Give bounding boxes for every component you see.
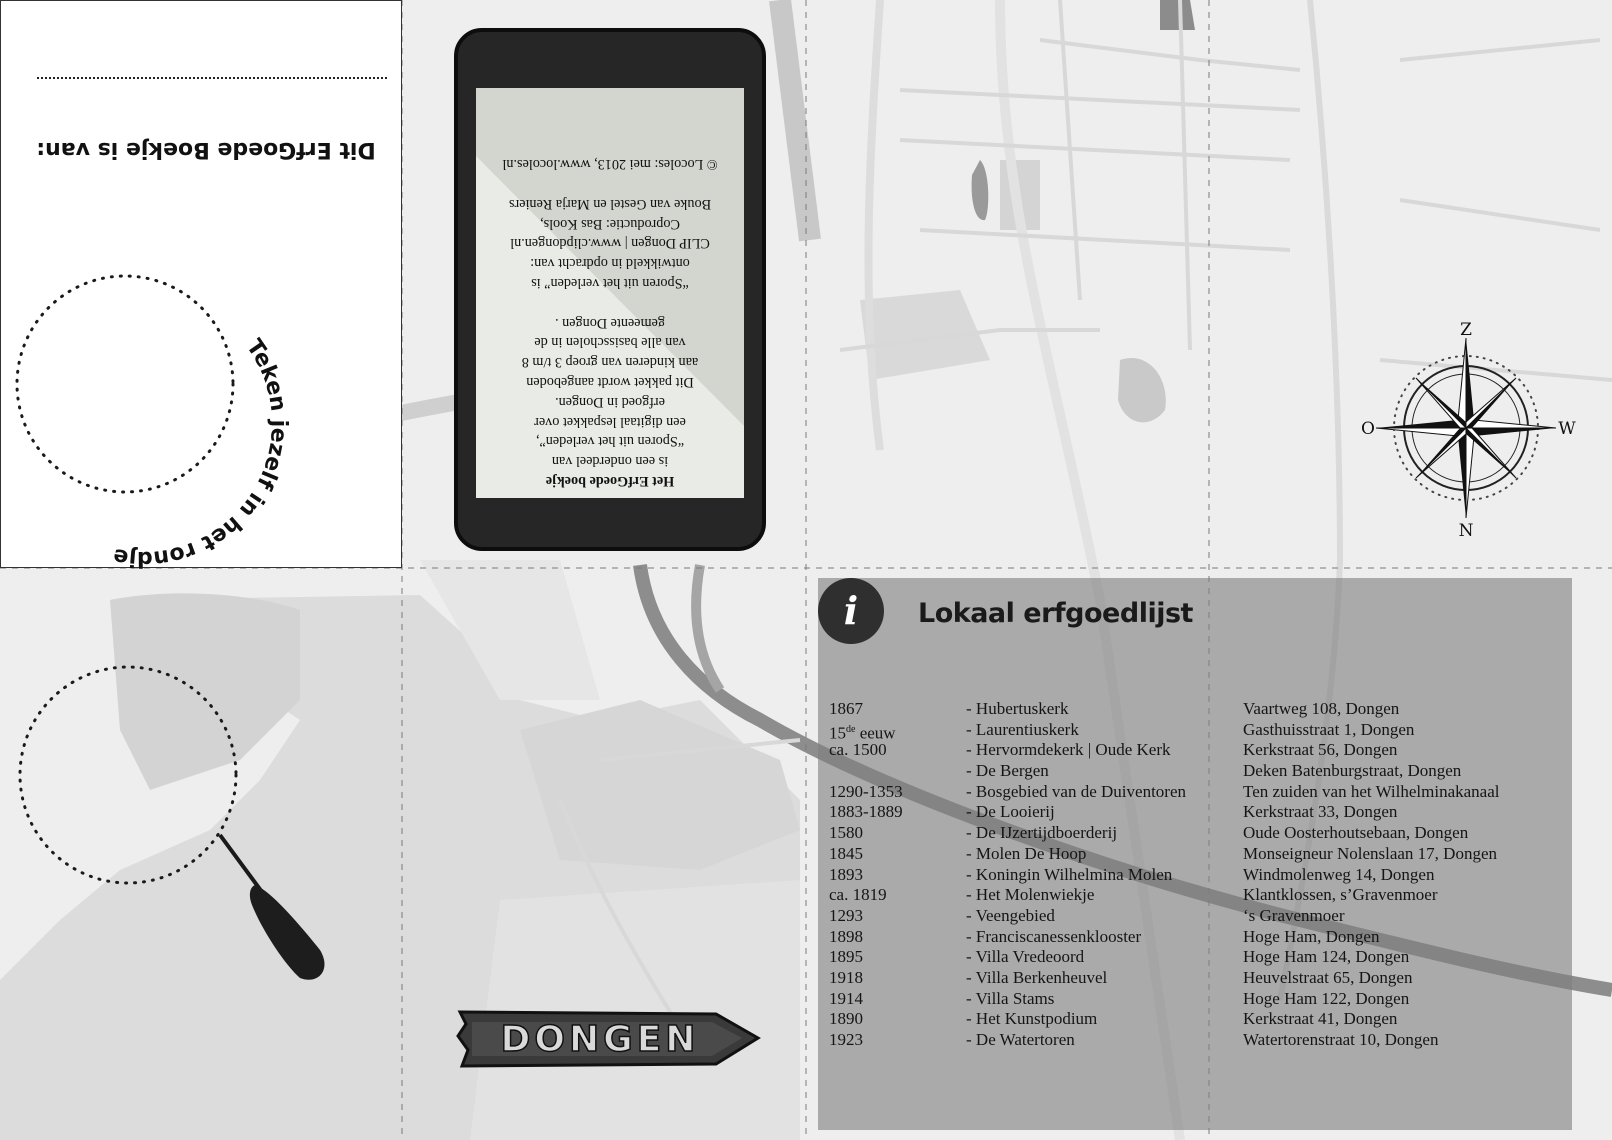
- heritage-name: - Molen De Hoop: [966, 843, 1087, 863]
- heritage-name: - Veengebied: [966, 905, 1055, 925]
- info-icon: i: [818, 578, 884, 644]
- heritage-item: [829, 844, 1569, 865]
- heritage-item: [829, 782, 1569, 803]
- heritage-address: Deken Batenburgstraat, Dongen: [1243, 761, 1462, 781]
- heritage-address: Gasthuisstraat 1, Dongen: [1243, 719, 1415, 739]
- magnifying-glass-icon: [0, 640, 340, 990]
- heritage-year: 1580: [829, 823, 863, 843]
- heritage-name: - Bosgebied van de Duiventoren: [966, 781, 1186, 801]
- heritage-address: Kerkstraat 41, Dongen: [1243, 1009, 1398, 1029]
- heritage-item: [829, 802, 1569, 823]
- phone-heading: Het ErfGoede boekje: [545, 473, 675, 489]
- heritage-year: 1293: [829, 905, 863, 925]
- heritage-name: - De Watertoren: [966, 1030, 1075, 1049]
- heritage-year: 1923: [829, 1030, 863, 1049]
- owner-name-line: [37, 77, 387, 79]
- heritage-address: Hoge Ham 122, Dongen: [1243, 988, 1410, 1008]
- sign-text: DONGEN: [500, 1019, 700, 1060]
- heritage-year: ca. 1500: [829, 740, 887, 760]
- heritage-item: [829, 885, 1569, 906]
- heritage-name: - Villa Berkenheuvel: [966, 967, 1108, 987]
- cover-panel: [0, 0, 402, 568]
- heritage-name: - De IJzertijdboerderij: [966, 823, 1118, 843]
- heritage-year: 1867: [829, 699, 863, 718]
- heritage-item: [829, 699, 1569, 720]
- heritage-item: [829, 823, 1569, 844]
- heritage-item: [829, 968, 1569, 989]
- heritage-name: - De Bergen: [966, 761, 1049, 781]
- heritage-item: [829, 989, 1569, 1010]
- heritage-address: Hoge Ham, Dongen: [1243, 926, 1380, 946]
- heritage-address: Hoge Ham 124, Dongen: [1243, 947, 1410, 967]
- heritage-name: - Laurentiuskerk: [966, 719, 1079, 739]
- compass-rose-icon: [1356, 318, 1576, 538]
- heritage-name: - Hervormdekerk | Oude Kerk: [966, 740, 1171, 760]
- owner-title: Dit ErfGoede Boekje is van:: [36, 137, 376, 162]
- heritage-list: [829, 699, 1569, 1051]
- compass-label-left: O: [1361, 419, 1375, 439]
- heritage-year: 1290-1353: [829, 781, 903, 801]
- heritage-title: Lokaal erfgoedlijst: [918, 598, 1193, 629]
- heritage-address: Heuvelstraat 65, Dongen: [1243, 967, 1413, 987]
- heritage-name: - De Looierij: [966, 802, 1055, 822]
- heritage-address: Watertorenstraat 10, Dongen: [1243, 1030, 1439, 1049]
- heritage-name: - Franciscanessenklooster: [966, 926, 1142, 946]
- heritage-name: - Het Kunstpodium: [966, 1009, 1098, 1029]
- heritage-address: Kerkstraat 33, Dongen: [1243, 802, 1398, 822]
- heritage-address: Vaartweg 108, Dongen: [1243, 699, 1400, 718]
- heritage-item: [829, 1009, 1569, 1030]
- heritage-year: 1914: [829, 988, 863, 1008]
- heritage-item: [829, 761, 1569, 782]
- heritage-address: ‘s Gravenmoer: [1243, 905, 1345, 925]
- heritage-year: ca. 1819: [829, 885, 887, 905]
- heritage-item: [829, 947, 1569, 968]
- heritage-item: [829, 865, 1569, 886]
- heritage-year: 1895: [829, 947, 863, 967]
- heritage-item: [829, 720, 1569, 741]
- heritage-year: 15de eeuw: [829, 723, 896, 743]
- compass-label-right: W: [1558, 419, 1576, 439]
- heritage-address: Oude Oosterhoutsebaan, Dongen: [1243, 823, 1469, 843]
- heritage-year: 1845: [829, 843, 863, 863]
- heritage-year: 1883-1889: [829, 802, 903, 822]
- copyright: © Locoles: mei 2013, www.locoles.nl: [502, 156, 718, 173]
- heritage-address: Monseigneur Nolenslaan 17, Dongen: [1243, 843, 1498, 863]
- heritage-item: [829, 740, 1569, 761]
- compass-label-bottom: N: [1458, 521, 1474, 538]
- heritage-item: [829, 927, 1569, 948]
- heritage-item: [829, 1030, 1569, 1051]
- heritage-name: - Villa Vredeoord: [966, 947, 1085, 967]
- heritage-year: 1918: [829, 967, 863, 987]
- heritage-address: Ten zuiden van het Wilhelminakanaal: [1243, 781, 1500, 801]
- heritage-name: - Het Molenwiekje: [966, 885, 1095, 905]
- phone-screen-text: Het ErfGoede boekje is een onderdeel van “Sporen uit het verleden”, een digitaal lespakket over erfgoed in Dongen. Dit pakket wordt aangeboden aan kinderen van groep 3 t/m 8 van alle basisscholen in de gemeente Dongen . “Sporen uit het verleden” is ontwikkeld in opdracht van: CLIP Dongen | www.clipdongen.nl Coproductie: Bas Kools, Bouke van Gestel en Marja Reniers © Locoles: mei 2013, www.locoles.nl: [502, 156, 718, 489]
- dongen-signpost: [454, 1006, 764, 1074]
- heritage-name: - Koningin Wilhelmina Molen: [966, 864, 1173, 884]
- draw-yourself-prompt: Teken jezelf in het rondje: [111, 335, 292, 569]
- heritage-address: Kerkstraat 56, Dongen: [1243, 740, 1398, 760]
- heritage-address: Windmolenweg 14, Dongen: [1243, 864, 1435, 884]
- heritage-year: 1890: [829, 1009, 863, 1029]
- heritage-name: - Hubertuskerk: [966, 699, 1069, 718]
- heritage-name: - Villa Stams: [966, 988, 1055, 1008]
- compass-label-top: Z: [1460, 320, 1472, 340]
- heritage-address: Klantklossen, s’Gravenmoer: [1243, 885, 1438, 905]
- self-portrait-circle: [1, 251, 403, 569]
- heritage-item: [829, 906, 1569, 927]
- heritage-year: 1898: [829, 926, 863, 946]
- heritage-year: 1893: [829, 864, 863, 884]
